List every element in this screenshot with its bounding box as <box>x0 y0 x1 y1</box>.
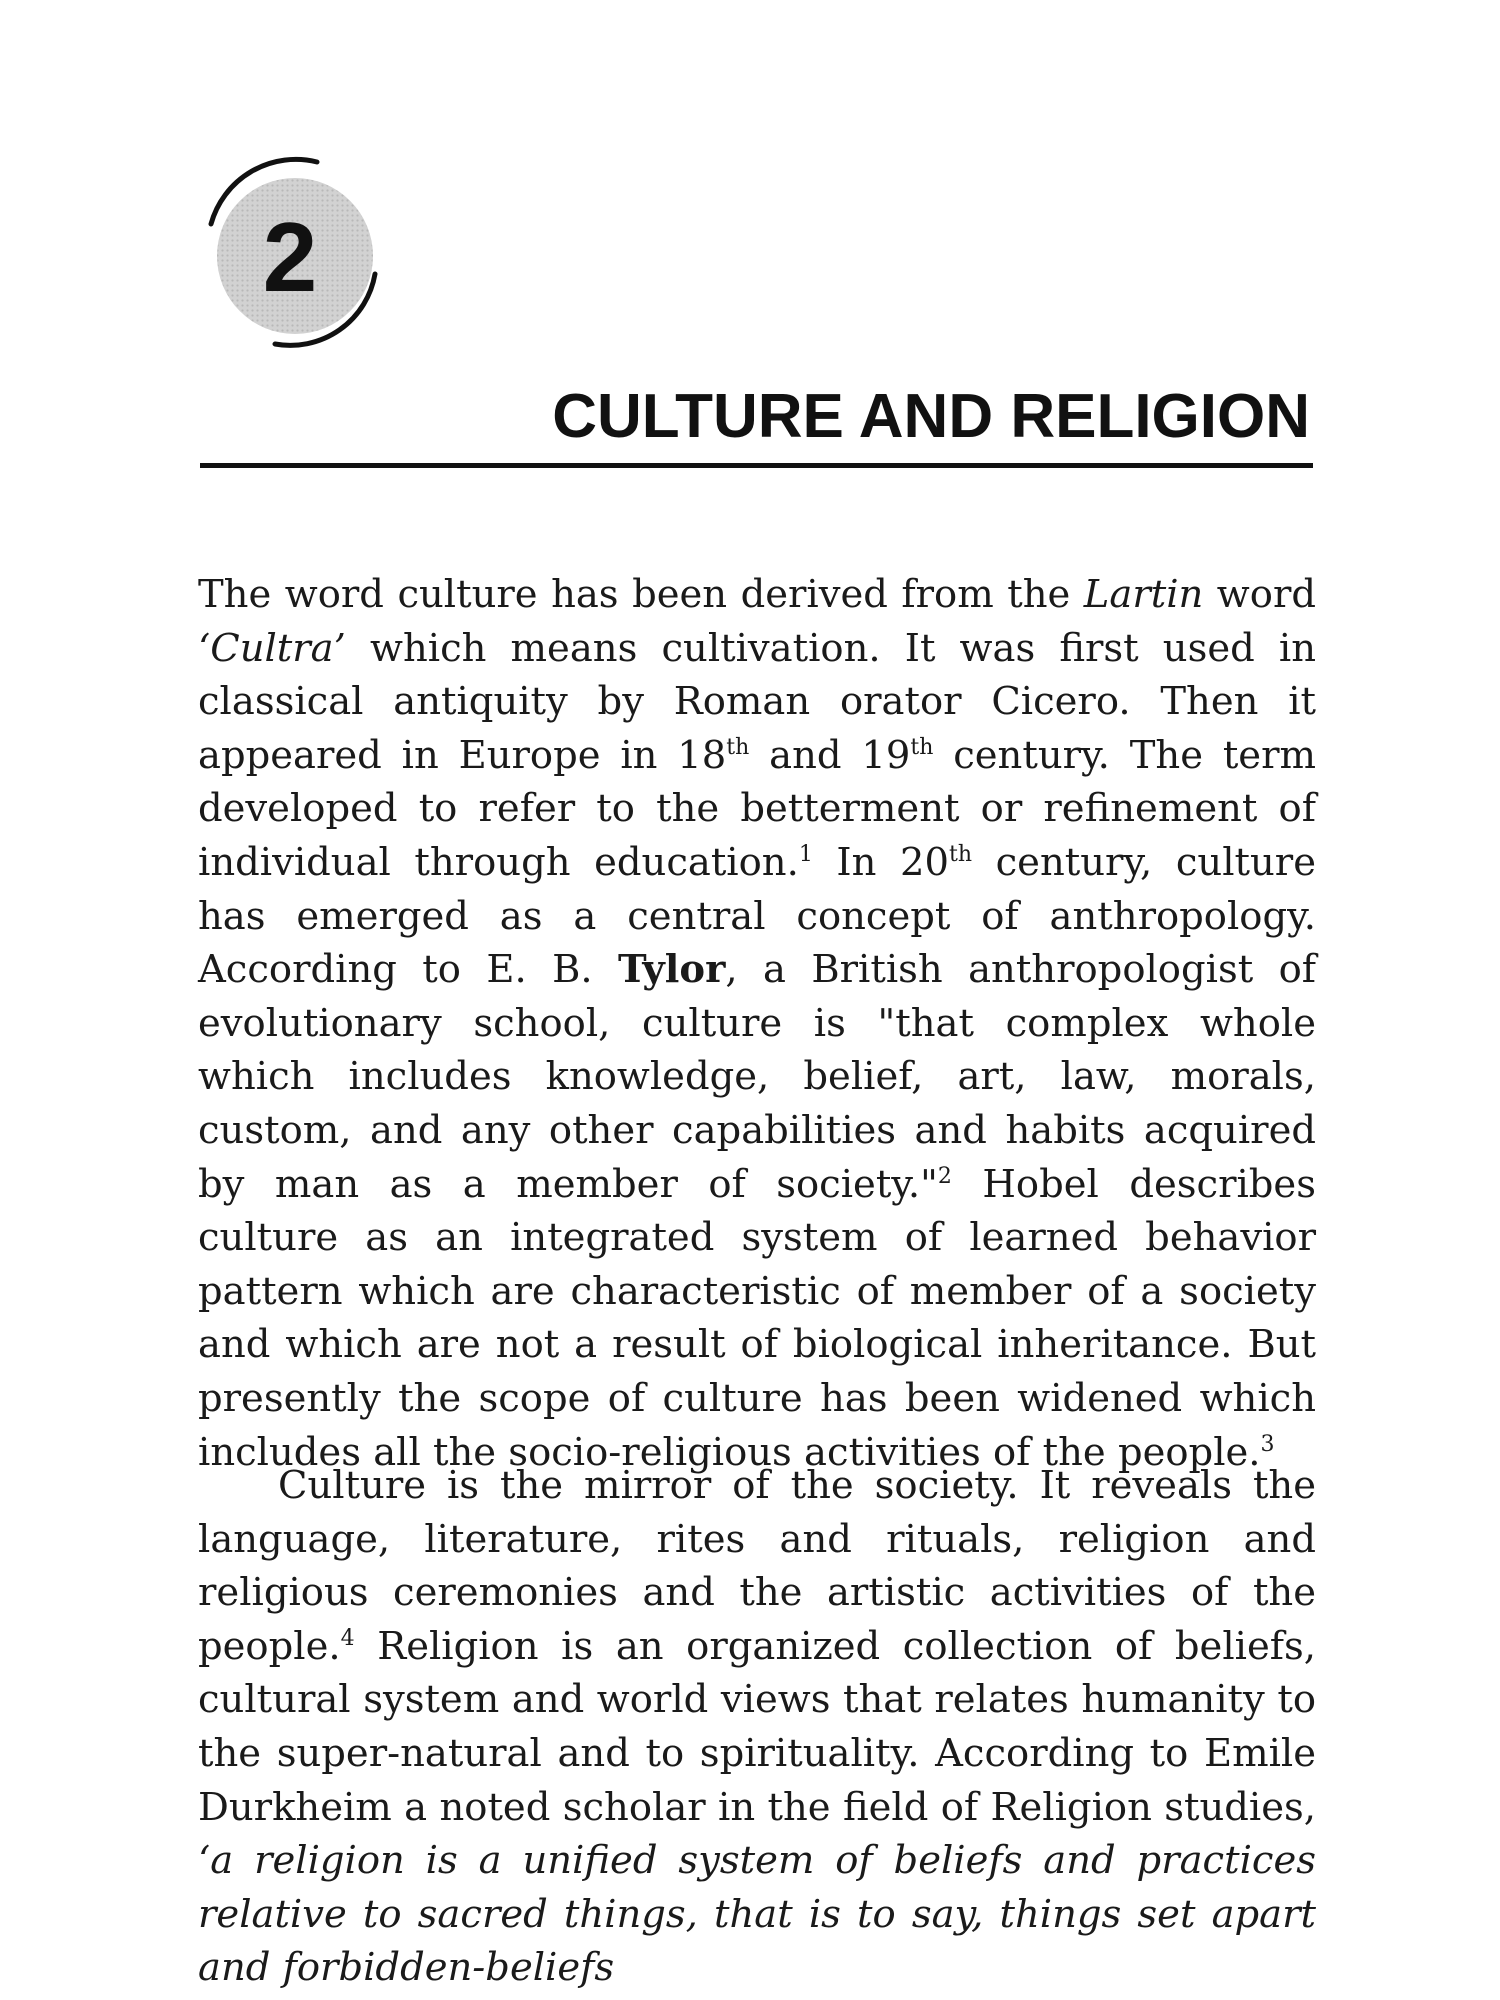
text-run: In 20 <box>812 839 949 885</box>
ordinal-suffix: th <box>949 842 973 868</box>
text-run: which means cultivation. It was first used in classical antiquity by Roman orator Cicero. Then it appeared in Europe in 18 <box>198 625 1316 778</box>
text-run: Hobel describes culture as an integrated system of learned behavior pattern which are characteristic of member of a society and which are not a result of biological inheritance. But presently the scope of culture has been widened which includes all the socio-religious activities of the people. <box>198 1161 1316 1475</box>
text-run: and 19 <box>749 732 911 778</box>
footnote-marker: 4 <box>340 1625 355 1651</box>
footnote-marker: 1 <box>798 842 813 868</box>
text-run: word <box>1203 572 1316 617</box>
paragraph-culture-definition <box>198 568 1316 1479</box>
text-run: Culture is the mirror of the society. It reveals the language, literature, rites and rituals, religion and religious ceremonies and the artistic activities of the people. <box>198 1463 1316 1669</box>
paragraph-culture-religion <box>198 1459 1316 1995</box>
text-run: , a British anthropologist of evolutionary school, culture is "that complex whole which includes knowledge, belief, art, law, morals, custom, and any other capabilities and habits acquired by man as a member of society." <box>198 947 1316 1207</box>
title-divider <box>200 463 1313 468</box>
ordinal-suffix: th <box>726 734 750 760</box>
text-run-italic: ‘a religion is a unified system of beliefs and practices relative to sacred things, that is to say, things set apart and forbidden-beliefs <box>198 1838 1316 1991</box>
footnote-marker: 3 <box>1260 1431 1275 1457</box>
text-run: century, culture has emerged as a central concept of anthropology. According to E. B. <box>198 839 1316 993</box>
text-run-bold: Tylor <box>617 947 726 993</box>
text-run: Religion is an organized collection of beliefs, cultural system and world views that relates humanity to the super-natural and to spirituality. According to Emile Durkheim a noted scholar in the field of Religion studies, <box>198 1623 1316 1830</box>
text-run: The word culture has been derived from the <box>198 572 1084 617</box>
chapter-title: CULTURE AND RELIGION <box>552 382 1310 451</box>
chapter-number-badge <box>205 148 385 348</box>
text-run: century. The term developed to refer to the betterment or refinement of individual through education. <box>198 732 1316 885</box>
chapter-number: 2 <box>262 202 318 312</box>
ordinal-suffix: th <box>910 734 934 760</box>
footnote-marker: 2 <box>937 1163 952 1189</box>
text-run-italic: Lartin <box>1083 572 1204 617</box>
text-run-italic: ‘Cultra’ <box>198 625 346 671</box>
